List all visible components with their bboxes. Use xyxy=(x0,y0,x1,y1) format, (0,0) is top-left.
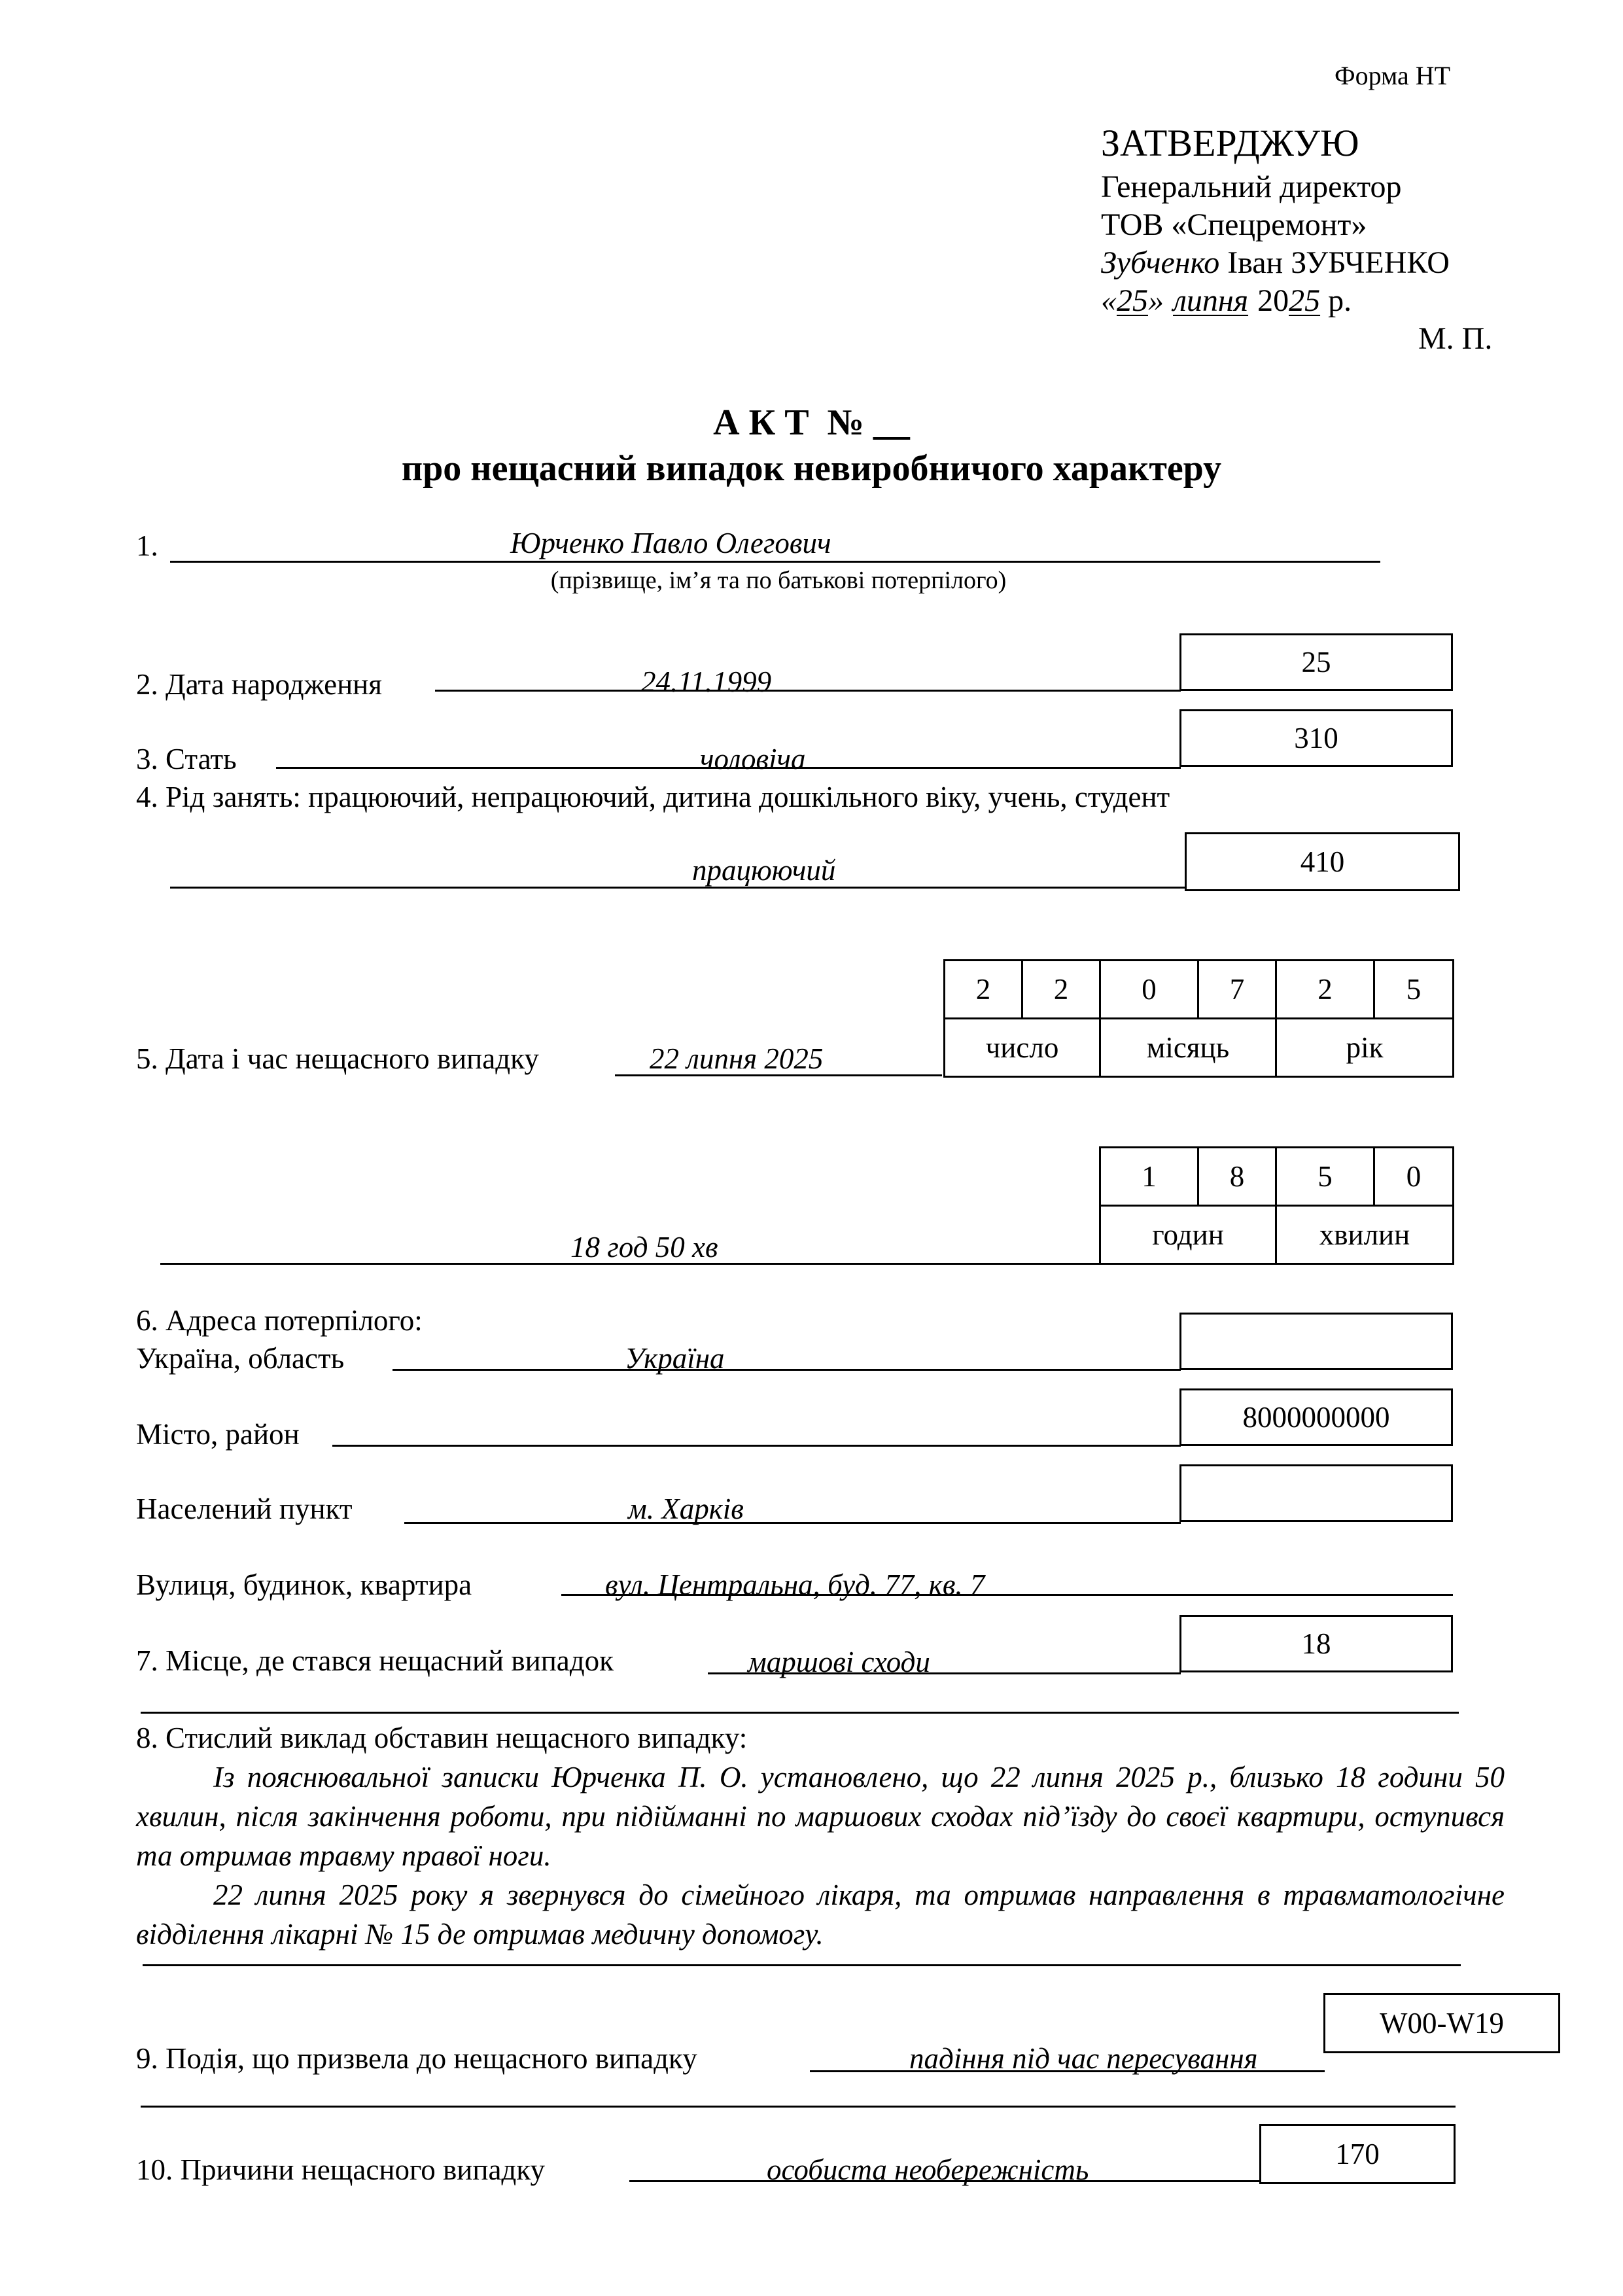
date-digit: 2 xyxy=(1053,973,1069,1006)
field-7-code-box xyxy=(1179,1615,1453,1672)
field-2-label: 2. Дата народження xyxy=(136,668,382,701)
field-3-code-box xyxy=(1179,709,1453,767)
field-2-line xyxy=(435,690,1181,692)
field-10-value: особиста необережність xyxy=(767,2153,1089,2186)
time-digit: 1 xyxy=(1142,1160,1157,1193)
time-caption-minutes-text: хвилин xyxy=(1319,1218,1410,1251)
field-1-caption: (прізвище, ім’я та по батькові потерпілого) xyxy=(550,567,1007,594)
field-4-line xyxy=(170,887,1186,889)
field-6-settlement-label: Населений пункт xyxy=(136,1492,353,1525)
date-digit-cell xyxy=(1021,959,1101,1019)
date-digit-cell xyxy=(1099,959,1199,1019)
field-1-number: 1. xyxy=(136,529,158,562)
date-caption-day-text: число xyxy=(985,1031,1059,1064)
field-5-time-value: 18 год 50 хв xyxy=(570,1231,718,1263)
field-6-street-label: Вулиця, будинок, квартира xyxy=(136,1568,472,1601)
time-digit: 8 xyxy=(1229,1160,1245,1193)
date-caption-month-text: місяць xyxy=(1146,1031,1230,1064)
field-6-label: 6. Адреса потерпілого: xyxy=(136,1304,423,1337)
field-3-value: чоловіча xyxy=(700,743,806,775)
field-5-label: 5. Дата і час нещасного випадку xyxy=(136,1042,539,1075)
field-6-city-code: 8000000000 xyxy=(1242,1401,1390,1434)
field-9-value: падіння під час пересування xyxy=(909,2042,1258,2075)
date-caption-day xyxy=(943,1017,1101,1078)
field-2-code-box xyxy=(1179,633,1453,691)
field-6-region-label: Україна, область xyxy=(136,1342,345,1375)
date-digit-cell xyxy=(1197,959,1277,1019)
stamp-place: М. П. xyxy=(1418,321,1493,356)
field-4-code: 410 xyxy=(1300,845,1345,878)
approval-date-open: « xyxy=(1101,283,1117,318)
date-digit: 5 xyxy=(1406,973,1422,1006)
approval-date-year-suffix: 25 xyxy=(1289,283,1321,318)
field-4-label: 4. Рід занять: працюючий, непрацюючий, дитина дошкільного віку, учень, студент xyxy=(136,781,1170,813)
field-6-city-label: Місто, район xyxy=(136,1418,300,1451)
field-6-city-code-box xyxy=(1179,1388,1453,1446)
field-5-date-value: 22 липня 2025 xyxy=(650,1042,824,1075)
date-digit: 0 xyxy=(1142,973,1157,1006)
field-4-value: працюючий xyxy=(692,854,836,887)
date-digit-cell xyxy=(1275,959,1375,1019)
field-9-label: 9. Подія, що призвела до нещасного випадку xyxy=(136,2042,697,2075)
date-digit-cell xyxy=(1373,959,1454,1019)
field-6-region-value: Україна xyxy=(625,1342,725,1375)
time-caption-minutes xyxy=(1275,1205,1454,1265)
date-caption-year xyxy=(1275,1017,1454,1078)
form-label: Форма НТ xyxy=(1335,61,1451,90)
field-6-street-value: вул. Центральна, буд. 77, кв. 7 xyxy=(605,1568,985,1601)
time-caption-hours xyxy=(1099,1205,1277,1265)
time-digit-cell xyxy=(1275,1146,1375,1207)
date-caption-year-text: рік xyxy=(1346,1031,1384,1064)
field-8-paragraph-2: 22 липня 2025 року я звернувся до сімейного лікаря, та отримав направлення в травматологічне відділення лікарні № 15 де отримав медичну допомогу. xyxy=(136,1879,1505,1951)
act-title: А К Т № __ xyxy=(713,402,910,443)
field-6-settlement-line xyxy=(404,1522,1181,1524)
field-9-code: W00-W19 xyxy=(1380,2007,1504,2040)
field-6-region-line xyxy=(393,1369,1181,1371)
approval-signature: Зубченко xyxy=(1101,245,1220,280)
field-2-code: 25 xyxy=(1301,646,1331,679)
date-digit: 2 xyxy=(1318,973,1333,1006)
field-10-label: 10. Причини нещасного випадку xyxy=(136,2153,546,2186)
field-4-code-box xyxy=(1185,832,1460,891)
time-digit-cell xyxy=(1373,1146,1454,1207)
approval-date-mid: » xyxy=(1148,283,1164,318)
time-digit-cell xyxy=(1099,1146,1199,1207)
field-7-label: 7. Місце, де стався нещасний випадок xyxy=(136,1644,614,1677)
field-1-line xyxy=(170,561,1380,563)
approval-title: ЗАТВЕРДЖУЮ xyxy=(1101,122,1359,164)
field-6-settlement-value: м. Харків xyxy=(628,1492,744,1525)
time-digit-cell xyxy=(1197,1146,1277,1207)
approval-company: ТОВ «Спецремонт» xyxy=(1101,207,1367,242)
field-2-value: 24.11.1999 xyxy=(641,665,772,698)
field-9-extra-line xyxy=(141,2106,1456,2108)
field-9-code-box xyxy=(1323,1993,1560,2053)
time-digit: 5 xyxy=(1318,1160,1333,1193)
approval-signer-line xyxy=(1101,247,1450,279)
field-8-paragraph-1: Із пояснювальної записки Юрченка П. О. установлено, що 22 липня 2025 р., близько 18 години 50 хвилин, після закінчення роботи, при підійманні по маршових сходах під’їзду до своєї квартири, оступився та отримав травму правої ноги. xyxy=(136,1761,1505,1872)
approval-date-year-prefix: 20 xyxy=(1257,283,1289,318)
approval-date xyxy=(1101,285,1352,317)
field-3-label: 3. Стать xyxy=(136,743,237,775)
date-caption-month xyxy=(1099,1017,1277,1078)
field-7-value: маршові сходи xyxy=(748,1646,930,1678)
date-digit-cell xyxy=(943,959,1023,1019)
approval-date-month: липня xyxy=(1173,283,1249,318)
field-6-city-line xyxy=(332,1445,1181,1447)
field-1-value: Юрченко Павло Олегович xyxy=(510,527,831,559)
field-6-settlement-code-box xyxy=(1179,1464,1453,1522)
approval-signer: Іван ЗУБЧЕНКО xyxy=(1227,245,1450,280)
act-subtitle: про нещасний випадок невиробничого характеру xyxy=(401,448,1222,489)
field-10-code: 170 xyxy=(1335,2138,1380,2170)
approval-position: Генеральний директор xyxy=(1101,169,1402,204)
date-digit: 7 xyxy=(1229,973,1245,1006)
date-digit: 2 xyxy=(975,973,991,1006)
field-8-label: 8. Стислий виклад обставин нещасного випадку: xyxy=(136,1722,748,1754)
approval-date-day: 25 xyxy=(1117,283,1148,318)
field-10-code-box xyxy=(1259,2124,1456,2184)
field-7-code: 18 xyxy=(1301,1627,1331,1660)
field-7-extra-line xyxy=(141,1712,1459,1714)
approval-date-end: р. xyxy=(1328,283,1352,318)
time-digit: 0 xyxy=(1406,1160,1422,1193)
field-6-region-code-box xyxy=(1179,1313,1453,1370)
field-3-code: 310 xyxy=(1294,722,1338,754)
time-caption-hours-text: годин xyxy=(1152,1218,1224,1251)
field-8-end-line xyxy=(143,1964,1461,1966)
